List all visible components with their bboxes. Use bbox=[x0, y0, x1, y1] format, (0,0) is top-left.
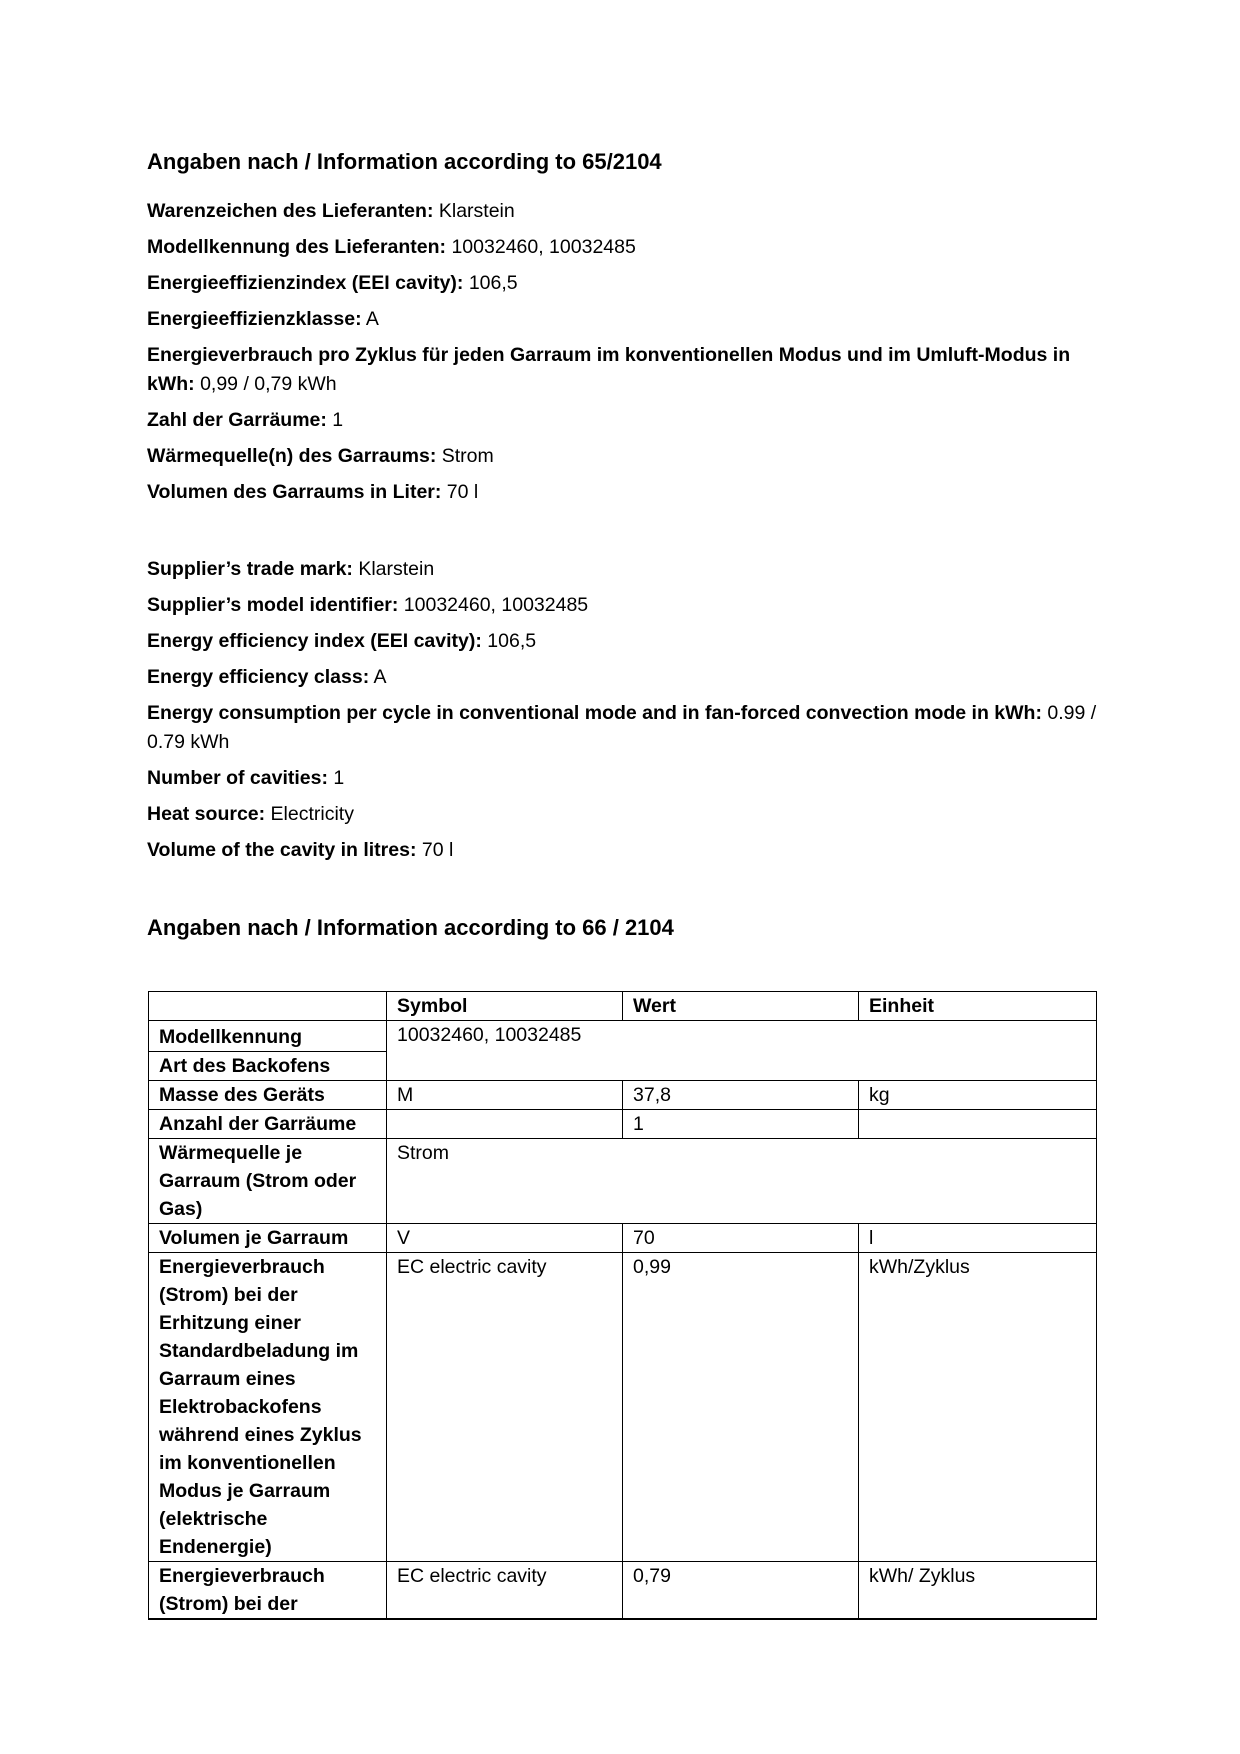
row-label: Art des Backofens bbox=[149, 1052, 387, 1081]
info-item bbox=[147, 627, 1107, 656]
unit-cell: l bbox=[859, 1224, 1097, 1253]
info-label: Volumen des Garraums in Liter: bbox=[147, 481, 442, 503]
section-heading-65-2104: Angaben nach / Information according to 65/2104 bbox=[147, 149, 662, 174]
info-value: A bbox=[361, 308, 379, 330]
header-cell-symbol: Symbol bbox=[387, 992, 623, 1021]
row-label: Energieverbrauch (Strom) bei der bbox=[149, 1562, 387, 1620]
table-row bbox=[149, 1224, 1097, 1253]
info-item bbox=[147, 233, 1107, 262]
unit-cell bbox=[859, 1110, 1097, 1139]
heat-source-cell: Strom bbox=[387, 1139, 1097, 1224]
table-row bbox=[149, 1110, 1097, 1139]
info-item bbox=[147, 197, 1107, 226]
info-label: Number of cavities: bbox=[147, 767, 328, 789]
table-row bbox=[149, 1562, 1097, 1620]
unit-cell: kWh/ Zyklus bbox=[859, 1562, 1097, 1620]
value-cell: 0,99 bbox=[623, 1253, 859, 1562]
symbol-cell: EC electric cavity bbox=[387, 1562, 623, 1620]
info-value: 0,99 / 0,79 kWh bbox=[194, 373, 337, 395]
info-item bbox=[147, 764, 1107, 793]
table-header-row bbox=[149, 992, 1097, 1021]
info-value: 70 l bbox=[441, 481, 479, 503]
unit-cell: kg bbox=[859, 1081, 1097, 1110]
info-item bbox=[147, 269, 1107, 298]
german-info-list bbox=[147, 197, 1107, 514]
info-label: Supplier’s model identifier: bbox=[147, 594, 399, 616]
symbol-cell: V bbox=[387, 1224, 623, 1253]
value-cell: 70 bbox=[623, 1224, 859, 1253]
info-label: Energieverbrauch pro Zyklus für jeden Garraum im konventionellen Modus und im Umluft-Modus in kWh: bbox=[147, 344, 1071, 395]
header-cell-wert: Wert bbox=[623, 992, 859, 1021]
info-value: A bbox=[369, 666, 387, 688]
info-label: Modellkennung des Lieferanten: bbox=[147, 236, 447, 258]
info-value: Klarstein bbox=[433, 200, 515, 222]
symbol-cell: M bbox=[387, 1081, 623, 1110]
value-cell: 0,79 bbox=[623, 1562, 859, 1620]
table-row bbox=[149, 1021, 1097, 1052]
info-item bbox=[147, 555, 1107, 584]
info-value: 10032460, 10032485 bbox=[398, 594, 589, 616]
info-item bbox=[147, 591, 1107, 620]
value-cell: 37,8 bbox=[623, 1081, 859, 1110]
info-label: Volume of the cavity in litres: bbox=[147, 839, 417, 861]
table-row bbox=[149, 1139, 1097, 1224]
info-value: Klarstein bbox=[352, 558, 435, 580]
info-label: Energy efficiency index (EEI cavity): bbox=[147, 630, 482, 652]
header-cell-empty bbox=[149, 992, 387, 1021]
info-label: Warenzeichen des Lieferanten: bbox=[147, 200, 434, 222]
value-cell: 1 bbox=[623, 1110, 859, 1139]
info-label: Supplier’s trade mark: bbox=[147, 558, 353, 580]
unit-cell: kWh/Zyklus bbox=[859, 1253, 1097, 1562]
header-cell-einheit: Einheit bbox=[859, 992, 1097, 1021]
info-label: Heat source: bbox=[147, 803, 266, 825]
info-value: 10032460, 10032485 bbox=[446, 236, 636, 258]
info-value: Strom bbox=[436, 445, 494, 467]
symbol-cell: EC electric cavity bbox=[387, 1253, 623, 1562]
info-value: 106,5 bbox=[481, 630, 537, 652]
spec-table bbox=[148, 991, 1097, 1620]
row-label: Anzahl der Garräume bbox=[149, 1110, 387, 1139]
row-label: Masse des Geräts bbox=[149, 1081, 387, 1110]
info-item bbox=[147, 406, 1107, 435]
info-value: 70 l bbox=[416, 839, 454, 861]
model-value-cell: 10032460, 10032485 bbox=[387, 1021, 1097, 1081]
info-label: Energieeffizienzklasse: bbox=[147, 308, 362, 330]
row-label: Modellkennung bbox=[149, 1021, 387, 1052]
info-label: Energieeffizienzindex (EEI cavity): bbox=[147, 272, 464, 294]
row-label: Energieverbrauch (Strom) bei der Erhitzung einer Standardbeladung im Garraum eines Elektrobackofens während eines Zyklus im konventionellen Modus je Garraum (elektrische Endenergie) bbox=[149, 1253, 387, 1562]
info-value: 0.99 / 0.79 kWh bbox=[147, 702, 1097, 753]
info-item bbox=[147, 663, 1107, 692]
info-value: 1 bbox=[326, 409, 344, 431]
info-label: Wärmequelle(n) des Garraums: bbox=[147, 445, 437, 467]
row-label: Wärmequelle je Garraum (Strom oder Gas) bbox=[149, 1139, 387, 1224]
info-label: Energy efficiency class: bbox=[147, 666, 370, 688]
row-label: Volumen je Garraum bbox=[149, 1224, 387, 1253]
info-value: 106,5 bbox=[463, 272, 518, 294]
info-value: Electricity bbox=[265, 803, 354, 825]
table-row bbox=[149, 1253, 1097, 1562]
english-info-list bbox=[147, 555, 1107, 872]
info-item bbox=[147, 699, 1107, 757]
info-item bbox=[147, 305, 1107, 334]
info-value: 1 bbox=[327, 767, 345, 789]
info-label: Zahl der Garräume: bbox=[147, 409, 327, 431]
info-item bbox=[147, 800, 1107, 829]
table-row bbox=[149, 1081, 1097, 1110]
section-heading-66-2104: Angaben nach / Information according to 66 / 2104 bbox=[147, 915, 674, 940]
info-item bbox=[147, 442, 1107, 471]
symbol-cell bbox=[387, 1110, 623, 1139]
info-item bbox=[147, 836, 1107, 865]
info-label: Energy consumption per cycle in conventional mode and in fan-forced convection mode in kWh: bbox=[147, 702, 1042, 724]
info-item bbox=[147, 478, 1107, 507]
info-item bbox=[147, 341, 1107, 399]
